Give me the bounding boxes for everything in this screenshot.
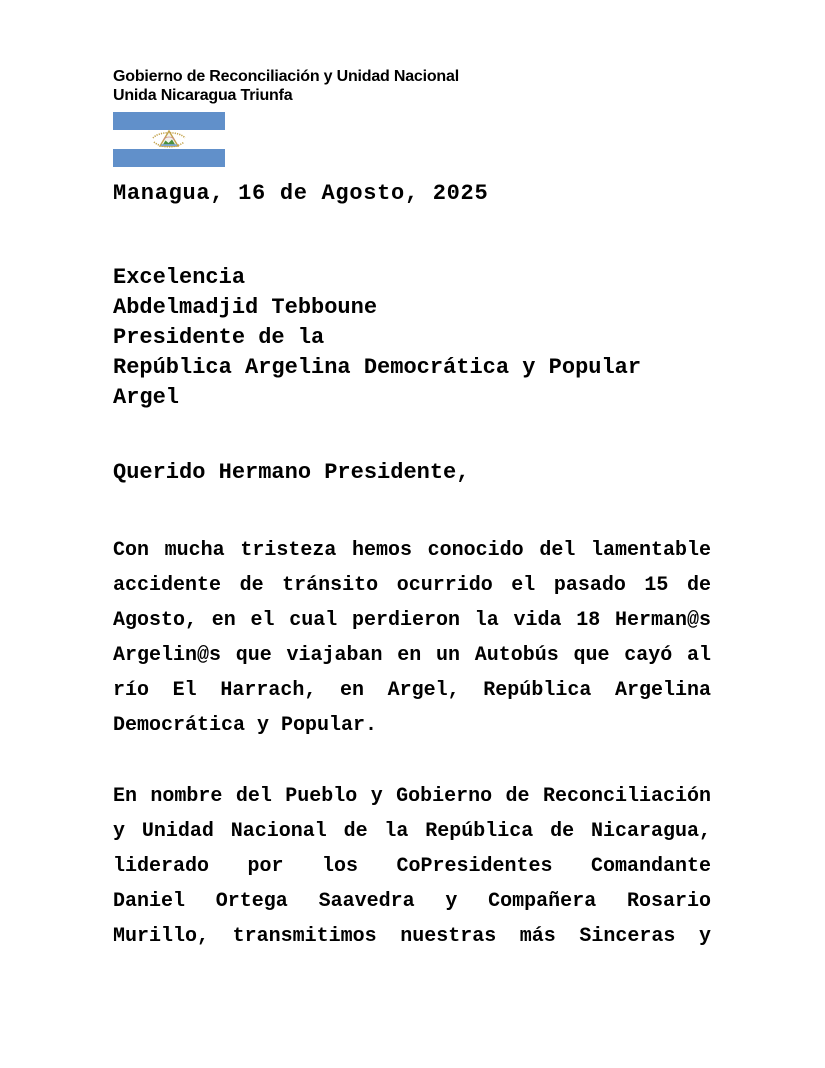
paragraph-line: Daniel Ortega Saavedra y Compañera Rosario — [113, 890, 711, 913]
date-line: Managua, 16 de Agosto, 2025 — [113, 181, 489, 206]
letterhead — [113, 0, 825, 105]
paragraph-line: accidente de tránsito ocurrido el pasado 15 de — [113, 574, 711, 597]
paragraph-line: y Unidad Nacional de la República de Nicaragua, — [113, 820, 711, 843]
paragraph-line: liderado por los CoPresidentes Comandante — [113, 855, 711, 878]
paragraph-line: río El Harrach, en Argel, República Argelina — [113, 679, 711, 702]
recipient-line: Excelencia — [113, 265, 246, 290]
salutation-line: Querido Hermano Presidente, — [113, 460, 470, 485]
flag-bottom-stripe — [113, 149, 225, 167]
nicaragua-coat-of-arms-icon — [147, 128, 191, 151]
recipient-line: Argel — [113, 385, 180, 410]
recipient-line: República Argelina Democrática y Popular — [113, 355, 642, 380]
paragraph-2 — [113, 779, 711, 954]
paragraph-1 — [113, 533, 711, 743]
paragraph-line: Argelin@s que viajaban en un Autobús que cayó al — [113, 644, 711, 667]
paragraph-line: Murillo, transmitimos nuestras más Sinceras y — [113, 925, 711, 948]
nicaragua-flag-image — [113, 112, 225, 167]
paragraph-line: En nombre del Pueblo y Gobierno de Reconciliación — [113, 785, 711, 808]
paragraph-line: Con mucha tristeza hemos conocido del lamentable — [113, 539, 711, 562]
paragraph-line: Democrática y Popular. — [113, 714, 378, 737]
recipient-line: Presidente de la — [113, 325, 325, 350]
letterhead-line2: Unida Nicaragua Triunfa — [113, 87, 293, 104]
recipient-block — [113, 263, 825, 413]
letterhead-line1: Gobierno de Reconciliación y Unidad Nacional — [113, 68, 459, 85]
recipient-line: Abdelmadjid Tebboune — [113, 295, 378, 320]
paragraph-line: Agosto, en el cual perdieron la vida 18 Herman@s — [113, 609, 711, 632]
